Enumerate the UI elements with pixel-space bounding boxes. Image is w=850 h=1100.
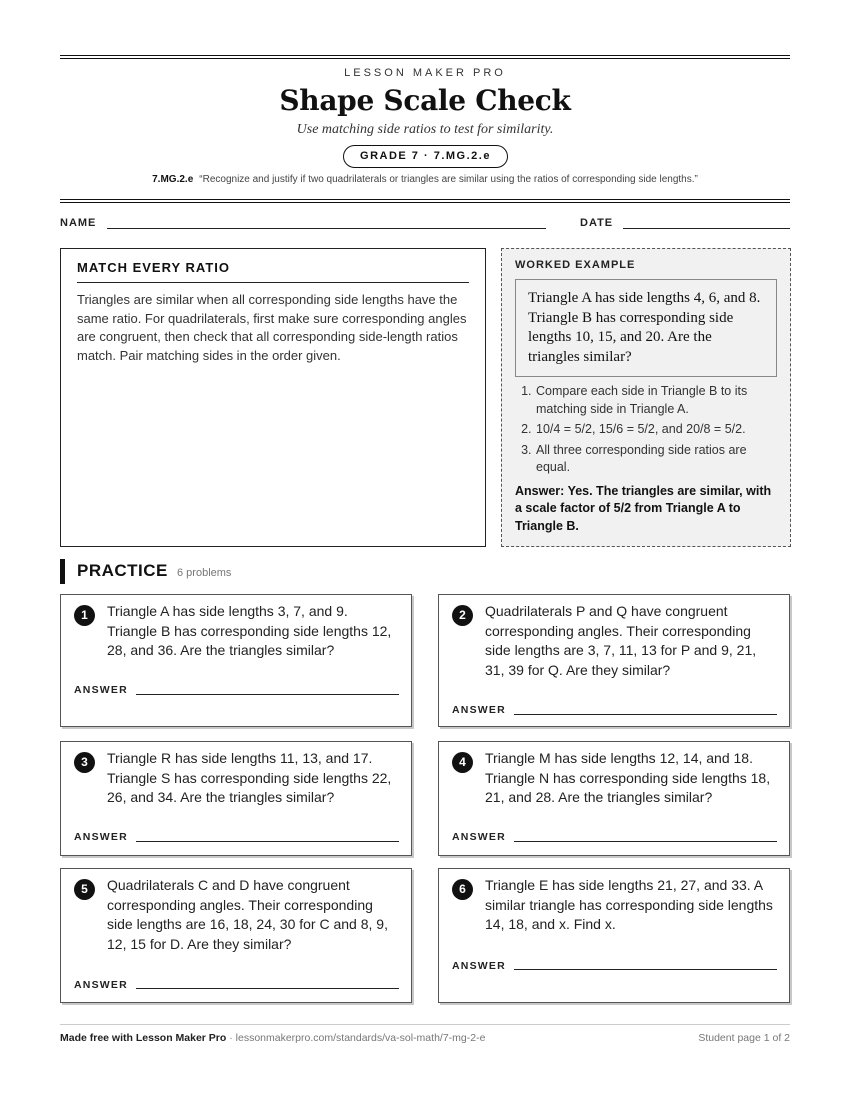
practice-heading: PRACTICE [77,561,168,580]
worked-example-question: Triangle A has side lengths 4, 6, and 8. Triangle B has corresponding side lengths 10, 15, and 20. Are the triangles similar? [515,279,777,377]
match-box-body: Triangles are similar when all corresponding side lengths have the same ratio. For quadrilaterals, first make sure corresponding angles are congruent, then check that all corresponding side-length ratios match. Pair matching sides in the order given. [77,292,467,363]
brand-name: LESSON MAKER PRO [344,67,506,79]
worked-step: 3. All three corresponding side ratios are equal. [535,442,777,477]
practice-count: 6 problems [177,567,232,579]
header-rule-bottom-inner [60,202,790,203]
problem-card-2 [438,594,790,727]
problem-text: Quadrilaterals P and Q have congruent corresponding angles. Their corresponding side lengths are 3, 7, 11, 13 for P and 9, 21, 31, 39 for Q. Are they similar? [485,603,757,678]
answer-field[interactable] [514,841,777,842]
worked-example-answer: Answer: Yes. The triangles are similar, with a scale factor of 5/2 from Triangle A to Triangle B. [515,483,772,533]
header-rule-bottom [60,199,790,200]
answer-field[interactable] [136,988,399,989]
answer-label: ANSWER [452,960,506,972]
footer-brand: Made free with Lesson Maker Pro [60,1032,227,1044]
problem-number-badge: 2 [452,605,473,626]
worked-example-box [501,248,791,547]
problem-card-4 [438,741,790,856]
header-rule-top [60,55,790,56]
answer-label: ANSWER [74,979,128,991]
answer-label: ANSWER [452,831,506,843]
problem-card-3 [60,741,412,856]
match-every-ratio-box [60,248,486,547]
worked-example-steps [515,383,777,477]
standard-statement [0,174,850,185]
worked-step: 1. Compare each side in Triangle B to its matching side in Triangle A. [535,383,777,418]
problem-card-6 [438,868,790,1003]
problem-text: Triangle E has side lengths 21, 27, and 33. A similar triangle has corresponding side lengths 14, 18, and x. Find x. [485,877,773,932]
answer-field[interactable] [514,714,777,715]
header-rule-top-inner [60,58,790,59]
answer-label: ANSWER [74,684,128,696]
answer-field[interactable] [514,969,777,970]
problem-number-badge: 3 [74,752,95,773]
page-subtitle: Use matching side ratios to test for similarity. [296,122,554,137]
name-field[interactable] [107,228,546,229]
problem-card-1 [60,594,412,727]
worked-step: 2. 10/4 = 5/2, 15/6 = 5/2, and 20/8 = 5/2. [535,421,777,439]
match-box-title: MATCH EVERY RATIO [77,260,469,283]
answer-label: ANSWER [452,704,506,716]
name-label: NAME [60,217,97,229]
problem-number-badge: 6 [452,879,473,900]
answer-field[interactable] [136,841,399,842]
problem-text: Triangle A has side lengths 3, 7, and 9. Triangle B has corresponding side lengths 12, 28, and 36. Are the triangles similar? [107,603,392,658]
problem-card-5 [60,868,412,1003]
date-label: DATE [580,217,614,229]
problem-number-badge: 5 [74,879,95,900]
worked-example-title: WORKED EXAMPLE [515,259,636,271]
footer-url-link[interactable]: lessonmakerpro.com/standards/va-sol-math/7-mg-2-e [235,1032,486,1044]
problem-text: Triangle R has side lengths 11, 13, and 17. Triangle S has corresponding side lengths 22, 26, and 34. Are the triangles similar? [107,750,392,805]
answer-field[interactable] [136,694,399,695]
page-number: Student page 1 of 2 [698,1032,790,1044]
footer-credit [60,1032,485,1044]
standard-code: 7.MG.2.e [152,174,194,185]
date-field[interactable] [623,228,790,229]
footer-separator: · [226,1032,236,1044]
problem-number-badge: 1 [74,605,95,626]
problem-number-badge: 4 [452,752,473,773]
standard-text: “Recognize and justify if two quadrilaterals or triangles are similar using the ratios of corresponding side lengths.” [199,174,698,185]
problem-text: Triangle M has side lengths 12, 14, and 18. Triangle N has corresponding side lengths 18, 21, and 28. Are the triangles similar? [485,750,771,805]
footer-rule [60,1024,790,1025]
practice-accent-bar [60,559,65,584]
page-title: Shape Scale Check [279,84,571,117]
problem-text: Quadrilaterals C and D have congruent corresponding angles. Their corresponding side lengths are 16, 18, 24, 30 for C and 8, 9, 12, 15 for D. Are they similar? [107,877,388,952]
answer-label: ANSWER [74,831,128,843]
grade-badge: GRADE 7 · 7.MG.2.e [343,145,508,168]
